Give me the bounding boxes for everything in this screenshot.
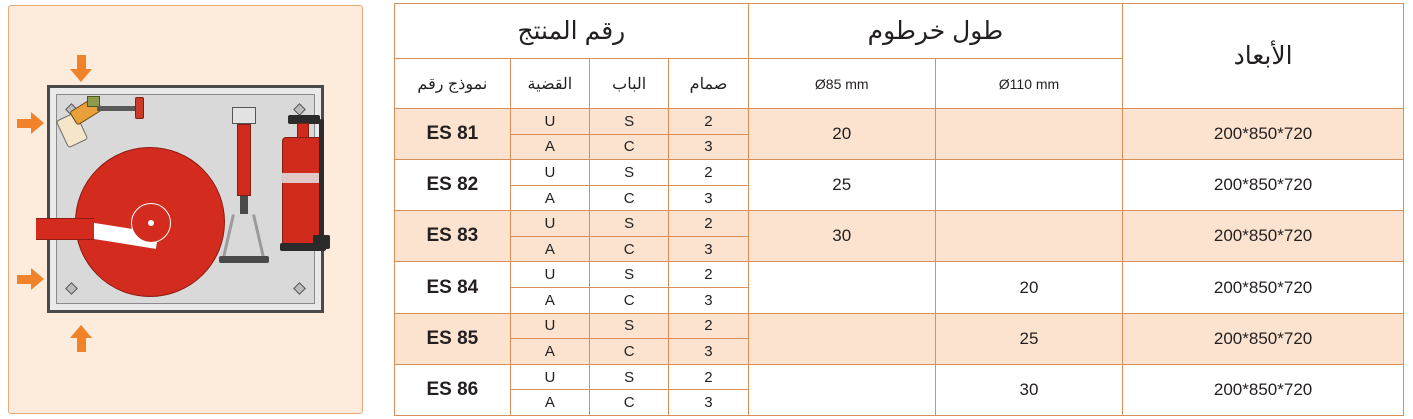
- cell-valve-bottom: 3: [669, 134, 748, 160]
- cell-valve-top: 2: [669, 313, 748, 339]
- header-dimensions-group: الأبعاد: [1123, 4, 1404, 109]
- cell-valve-top: 2: [669, 211, 748, 237]
- cell-case-top: U: [510, 160, 589, 186]
- cell-dimensions: 720*850*200: [1123, 109, 1404, 160]
- cell-model: ES 85: [395, 313, 511, 364]
- header-valve: صمام: [669, 59, 748, 109]
- cell-dimensions: 720*850*200: [1123, 364, 1404, 415]
- cell-hose-110: [935, 211, 1122, 262]
- cell-model: ES 84: [395, 262, 511, 313]
- cell-hose-85: [748, 364, 935, 415]
- arrow-left-top-icon: [17, 112, 44, 134]
- cell-door-top: S: [590, 160, 669, 186]
- header-case: القضية: [510, 59, 589, 109]
- cell-case-top: U: [510, 109, 589, 135]
- cell-door-bottom: C: [590, 134, 669, 160]
- stand-base: [219, 256, 269, 263]
- cell-valve-bottom: 3: [669, 390, 748, 416]
- cell-door-top: S: [590, 109, 669, 135]
- cell-door-bottom: C: [590, 185, 669, 211]
- header-model: نموذج رقم: [395, 59, 511, 109]
- cell-case-top: U: [510, 364, 589, 390]
- extinguisher-label-band: [282, 173, 324, 183]
- cell-dimensions: 720*850*200: [1123, 313, 1404, 364]
- corner-screw-icon: [293, 103, 306, 116]
- table-row: [395, 109, 1404, 135]
- table-group-header-row: [395, 4, 1404, 59]
- nozzle-tip: [240, 196, 248, 214]
- cell-model: ES 81: [395, 109, 511, 160]
- cell-valve-bottom: 3: [669, 339, 748, 365]
- cell-case-bottom: A: [510, 236, 589, 262]
- cell-valve-bottom: 3: [669, 185, 748, 211]
- table-row: [395, 262, 1404, 288]
- header-hose-85: Ø85 mm: [748, 59, 935, 109]
- cell-door-top: S: [590, 262, 669, 288]
- cell-hose-110: [935, 160, 1122, 211]
- cell-case-top: U: [510, 262, 589, 288]
- fire-extinguisher-icon: [282, 137, 324, 245]
- cell-valve-top: 2: [669, 160, 748, 186]
- cell-case-bottom: A: [510, 185, 589, 211]
- corner-screw-icon: [293, 282, 306, 295]
- cell-hose-85: 30: [748, 211, 935, 262]
- table-row: [395, 364, 1404, 390]
- cell-hose-110: [935, 109, 1122, 160]
- header-hose-length-group: طول خرطوم: [748, 4, 1123, 59]
- cell-door-bottom: C: [590, 288, 669, 314]
- illustration-panel: [0, 0, 372, 419]
- cell-case-bottom: A: [510, 134, 589, 160]
- arrow-top-icon: [70, 55, 92, 82]
- spec-table-container: [372, 0, 1413, 419]
- cell-hose-85: 20: [748, 109, 935, 160]
- cell-dimensions: 720*850*200: [1123, 262, 1404, 313]
- stand-leg: [222, 214, 235, 258]
- hose-outlet: [36, 218, 94, 240]
- cell-hose-85: [748, 313, 935, 364]
- cell-case-top: U: [510, 211, 589, 237]
- table-row: [395, 160, 1404, 186]
- nozzle-stand: [217, 214, 273, 260]
- cabinet-frame: [47, 85, 324, 313]
- hose-reel-center: [148, 220, 154, 226]
- table-row: [395, 313, 1404, 339]
- cell-dimensions: 720*850*200: [1123, 160, 1404, 211]
- cell-door-bottom: C: [590, 339, 669, 365]
- cell-case-bottom: A: [510, 339, 589, 365]
- valve-stem: [97, 106, 139, 111]
- cell-hose-110: 30: [935, 364, 1122, 415]
- cell-valve-bottom: 3: [669, 236, 748, 262]
- cell-model: ES 83: [395, 211, 511, 262]
- hose-reel-icon: [75, 147, 225, 297]
- cell-hose-85: [748, 262, 935, 313]
- cell-case-bottom: A: [510, 390, 589, 416]
- cell-door-top: S: [590, 364, 669, 390]
- extinguisher-base: [280, 243, 326, 251]
- corner-screw-icon: [65, 282, 78, 295]
- cell-valve-top: 2: [669, 109, 748, 135]
- cell-dimensions: 720*850*200: [1123, 211, 1404, 262]
- extinguisher-hose: [319, 119, 324, 241]
- product-spec-table: [394, 3, 1404, 416]
- cell-hose-110: 20: [935, 262, 1122, 313]
- cell-model: ES 82: [395, 160, 511, 211]
- cell-hose-85: 25: [748, 160, 935, 211]
- cell-door-top: S: [590, 211, 669, 237]
- cell-valve-top: 2: [669, 364, 748, 390]
- cell-case-top: U: [510, 313, 589, 339]
- nozzle-body-icon: [237, 124, 251, 196]
- table-body: [395, 109, 1404, 416]
- stand-leg: [252, 214, 265, 258]
- cell-model: ES 86: [395, 364, 511, 415]
- cabinet-interior: [56, 94, 315, 304]
- table-row: [395, 211, 1404, 237]
- arrow-left-bottom-icon: [17, 268, 44, 290]
- cell-door-top: S: [590, 313, 669, 339]
- valve-handwheel-icon: [135, 97, 144, 119]
- cell-door-bottom: C: [590, 236, 669, 262]
- cell-door-bottom: C: [590, 390, 669, 416]
- nozzle-head: [232, 107, 256, 124]
- header-hose-110: Ø110 mm: [935, 59, 1122, 109]
- cell-case-bottom: A: [510, 288, 589, 314]
- cell-valve-bottom: 3: [669, 288, 748, 314]
- header-door: الباب: [590, 59, 669, 109]
- header-product-number-group: رقم المنتج: [395, 4, 749, 59]
- cell-valve-top: 2: [669, 262, 748, 288]
- cell-hose-110: 25: [935, 313, 1122, 364]
- arrow-bottom-icon: [70, 325, 92, 352]
